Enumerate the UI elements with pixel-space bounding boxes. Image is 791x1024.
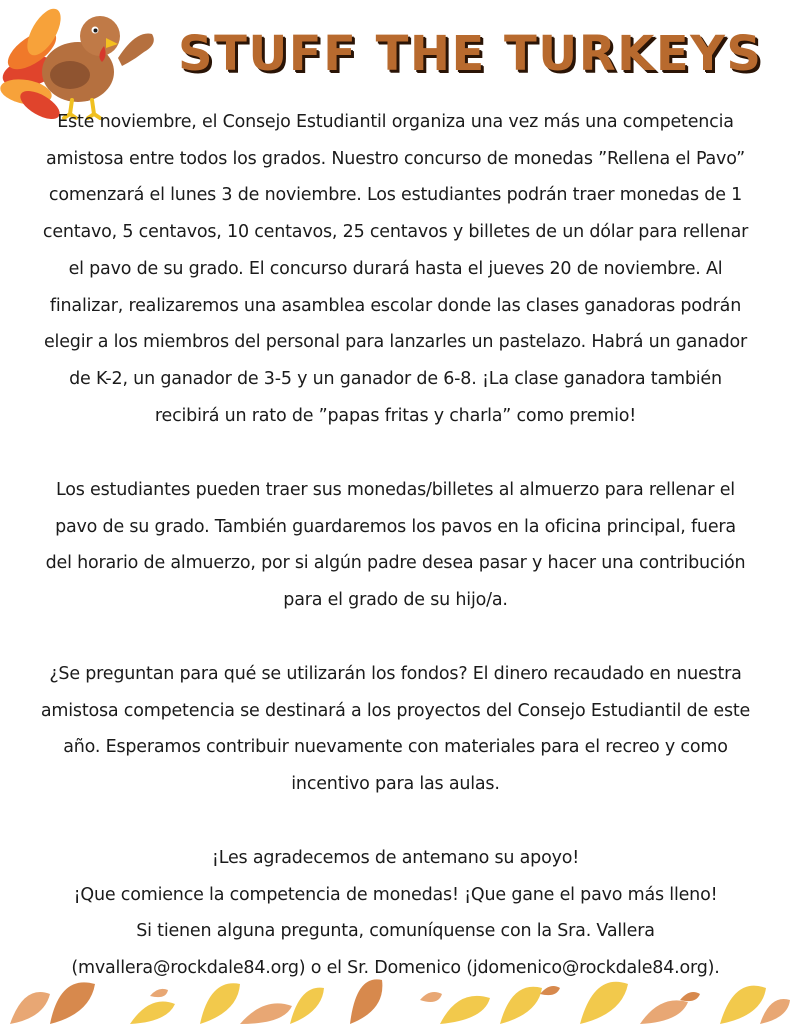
text-line: Si tienen alguna pregunta, comuníquense con la Sra. Vallera xyxy=(136,921,655,942)
text-line: pavo de su grado. También guardaremos los pavos en la oficina principal, fuera xyxy=(55,516,736,537)
turkey-head xyxy=(80,16,120,56)
text-line: ¡Que comience la competencia de monedas! ¡Que gane el pavo más lleno! xyxy=(73,884,718,905)
text-line: el pavo de su grado. El concurso durará hasta el jueves 20 de noviembre. Al xyxy=(68,258,723,279)
text-line: amistosa competencia se destinará a los proyectos del Consejo Estudiantil de este xyxy=(40,700,751,721)
turkey-illustration-icon xyxy=(0,0,162,120)
text-line: ¡Les agradecemos de antemano su apoyo! xyxy=(211,848,580,868)
text-line: año. Esperamos contribuir nuevamente con materiales para el recreo y como xyxy=(63,737,728,758)
paragraph-funds xyxy=(28,656,763,803)
text-line: elegir a los miembros del personal para lanzarles un pastelazo. Habrá un ganador xyxy=(43,332,748,353)
text-line: recibirá un rato de ”papas fritas y charla” como premio! xyxy=(154,405,637,426)
text-line: del horario de almuerzo, por si algún padre desea pasar y hacer una contribución xyxy=(45,553,746,574)
text-line: ¿Se preguntan para qué se utilizarán los fondos? El dinero recaudado en nuestra xyxy=(49,664,742,684)
text-line: de K-2, un ganador de 3-5 y un ganador de 6-8. ¡La clase ganadora también xyxy=(69,368,722,389)
text-line: incentivo para las aulas. xyxy=(291,774,500,795)
paragraph-lunch xyxy=(28,472,763,619)
text-line: amistosa entre todos los grados. Nuestro concurso de monedas ”Rellena el Pavo” xyxy=(46,148,745,169)
text-line: (mvallera@rockdale84.org) o el Sr. Domenico (jdomenico@rockdale84.org). xyxy=(71,958,720,979)
page-title: STUFF THE TURKEYS xyxy=(178,26,763,82)
text-line: Los estudiantes pueden traer sus monedas/billetes al almuerzo para rellenar el xyxy=(56,480,735,500)
autumn-leaves-border-icon xyxy=(0,960,791,1024)
text-line: para el grado de su hijo/a. xyxy=(283,590,508,611)
text-line: finalizar, realizaremos una asamblea escolar donde las clases ganadoras podrán xyxy=(49,295,742,316)
text-line: Este noviembre, el Consejo Estudiantil organiza una vez más una competencia xyxy=(57,112,734,132)
text-line: comenzará el lunes 3 de noviembre. Los estudiantes podrán traer monedas de 1 xyxy=(48,185,743,206)
text-line: centavo, 5 centavos, 10 centavos, 25 centavos y billetes de un dólar para rellenar xyxy=(42,222,749,243)
paragraph-intro xyxy=(28,104,763,434)
